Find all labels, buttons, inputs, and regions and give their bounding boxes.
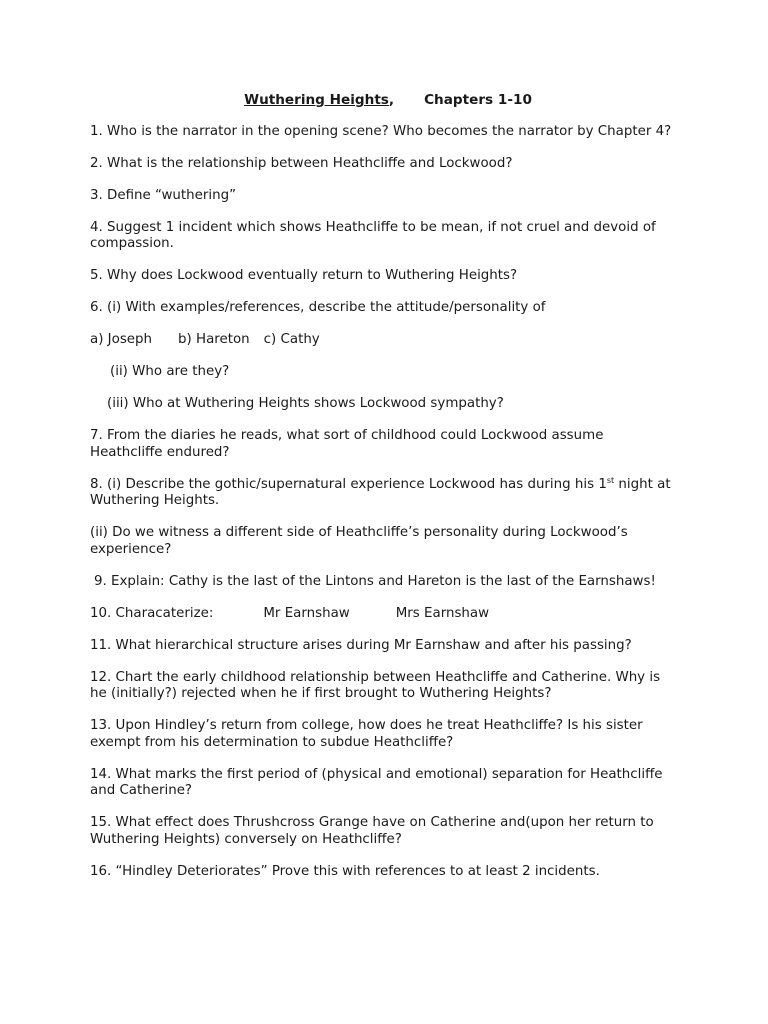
question-14: 14. What marks the first period of (physical and emotional) separation for Heathcliffe and Catherine?: [90, 766, 663, 798]
worksheet-title: [90, 92, 680, 109]
question-9: 9. Explain: Cathy is the last of the Lintons and Hareton is the last of the Earnshaws!: [94, 573, 656, 589]
question-6-ii: (ii) Who are they?: [110, 364, 230, 379]
question-7: 7. From the diaries he reads, what sort of childhood could Lockwood assume Heathcliffe endured?: [90, 428, 604, 460]
question-16: 16. “Hindley Deteriorates” Prove this with references to at least 2 incidents.: [90, 863, 600, 879]
chapters-label: Chapters 1-10: [424, 92, 532, 108]
character-cathy: c) Cathy: [263, 332, 320, 347]
question-10: [90, 606, 680, 623]
ordinal-suffix: st: [606, 475, 615, 485]
question-2: 2. What is the relationship between Heathcliffe and Lockwood?: [90, 155, 513, 171]
question-8-ii: (ii) Do we witness a different side of Heathcliffe’s personality during Lockwood’s experience?: [90, 525, 628, 557]
title-comma: ,: [388, 92, 395, 108]
question-8: [90, 477, 680, 510]
question-8-text-end: night at Wuthering Heights.: [90, 476, 671, 508]
question-6-iii: (iii) Who at Wuthering Heights shows Lockwood sympathy?: [107, 396, 504, 411]
question-10-label: 10. Characaterize:: [90, 605, 214, 621]
mrs-earnshaw-label: Mrs Earnshaw: [395, 605, 490, 621]
question-6: 6. (i) With examples/references, describe the attitude/personality of: [90, 300, 546, 315]
question-13: 13. Upon Hindley’s return from college, how does he treat Heathcliffe? Is his sister exempt from his determination to subdue Heathcliffe?: [90, 718, 643, 750]
question-1: 1. Who is the narrator in the opening scene? Who becomes the narrator by Chapter 4?: [90, 123, 672, 139]
question-12: 12. Chart the early childhood relationship between Heathcliffe and Catherine. Why is he (initially?) rejected when he if first brought to Wuthering Heights?: [90, 669, 661, 701]
book-title: Wuthering Heights: [244, 92, 389, 108]
question-8-text: 8. (i) Describe the gothic/supernatural experience Lockwood has during his 1: [90, 476, 607, 492]
question-15: 15. What effect does Thrushcross Grange have on Catherine and(upon her return to Wuthering Heights) conversely on Heathcliffe?: [90, 815, 654, 847]
question-6-characters: [90, 332, 680, 349]
question-3: 3. Define “wuthering”: [90, 187, 237, 203]
question-4: 4. Suggest 1 incident which shows Heathcliffe to be mean, if not cruel and devoid of compassion.: [90, 219, 656, 251]
character-hareton: b) Hareton: [178, 332, 250, 347]
question-5: 5. Why does Lockwood eventually return to Wuthering Heights?: [90, 268, 518, 283]
mr-earnshaw-label: Mr Earnshaw: [263, 605, 350, 621]
question-11: 11. What hierarchical structure arises during Mr Earnshaw and after his passing?: [90, 637, 632, 653]
character-joseph: a) Joseph: [90, 332, 153, 347]
